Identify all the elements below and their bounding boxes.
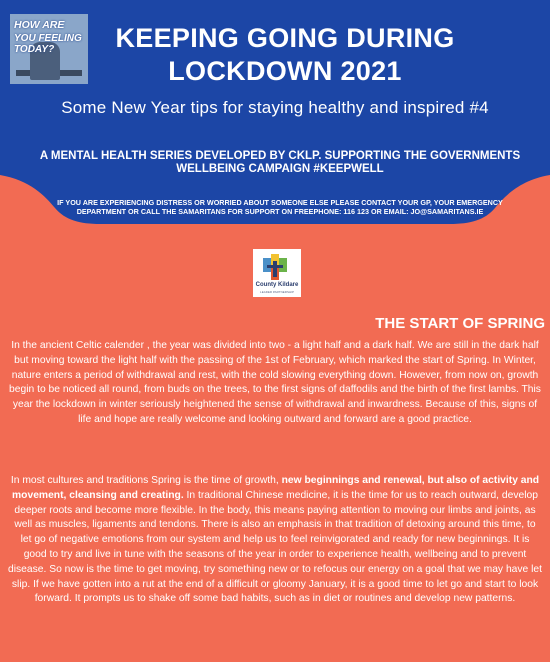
body-paragraph-2 (8, 474, 542, 607)
county-kildare-logo (253, 249, 301, 297)
paragraph-2-rest: In traditional Chinese medicine, it is the time for us to reach outward, develop deeper roots and become more flexible. In the body, this means paying attention to moving our limbs and joints, as well as muscles, ligaments and tendons. There is also an emphasis in that tradition of detoxing around this time, to let go of negative emotions from our system and help us to feel reinvigorated and ready for new beginnings. It is good to try and live in tune with the seasons of the year in order to experience health, wellbeing and to prevent disease. So now is the time to get moving, try something new or to refocus our energy on a goal that we may have let slip. If we have gotten into a rut at the end of a difficult or gloomy January, it is a good time to let go and start to look forward. It prompts us to shake off some bad habits, such as in diet or routines and develop new patterns. (8, 489, 543, 605)
logo-tagline: LEADER PARTNERSHIP (260, 290, 294, 294)
page-title (95, 22, 475, 88)
how-are-you-feeling-badge (10, 14, 88, 84)
series-description: A MENTAL HEALTH SERIES DEVELOPED BY CKLP. SUPPORTING THE GOVERNMENTS WELLBEING CAMPAIGN #KEEPWELL (39, 150, 521, 175)
section-heading: THE START OF SPRING (375, 315, 545, 332)
support-contact-notice: IF YOU ARE EXPERIENCING DISTRESS OR WORRIED ABOUT SOMEONE ELSE PLEASE CONTACT YOUR GP, YOUR EMERGENCY DEPARTMENT OR CALL THE SAMARITANS FOR SUPPORT ON FREEPHONE: 116 123 OR EMAIL: JO@SAMARITANS.IE (57, 198, 503, 216)
paragraph-2-intro: In most cultures and traditions Spring is the time of growth, (10, 475, 282, 486)
logo-name: County Kildare (255, 282, 299, 288)
kildare-mark-icon (259, 252, 295, 282)
title-line-1: KEEPING GOING DURING (115, 23, 455, 53)
body-paragraph-1: In the ancient Celtic calender , the year was divided into two - a light half and a dark half. We are still in the dark half but moving toward the light half with the passing of the 1st of February, which marked the start of Spring. In Winter, nature enters a period of withdrawal and rest, with the cold slowing everything down. However, from now on, growth begin to be noticed all round, from buds on the trees, to the first signs of daffodils and the birth of the first lambs. This year the lockdown in winter seriously heightened the sense of withdrawal and inwardness. Because of this, signs of life and hope are really welcome and looking outward and forward are a good practice. (9, 340, 541, 425)
paragraph-2-emphasis: new beginnings and renewal, but also of activity and movement, cleansing and creating. (12, 475, 540, 501)
badge-line-1: HOW ARE (14, 19, 65, 31)
title-line-2: LOCKDOWN 2021 (168, 56, 402, 86)
page-subtitle: Some New Year tips for staying healthy and inspired #4 (61, 98, 489, 117)
badge-line-2: YOU FEELING TODAY? (14, 33, 82, 55)
